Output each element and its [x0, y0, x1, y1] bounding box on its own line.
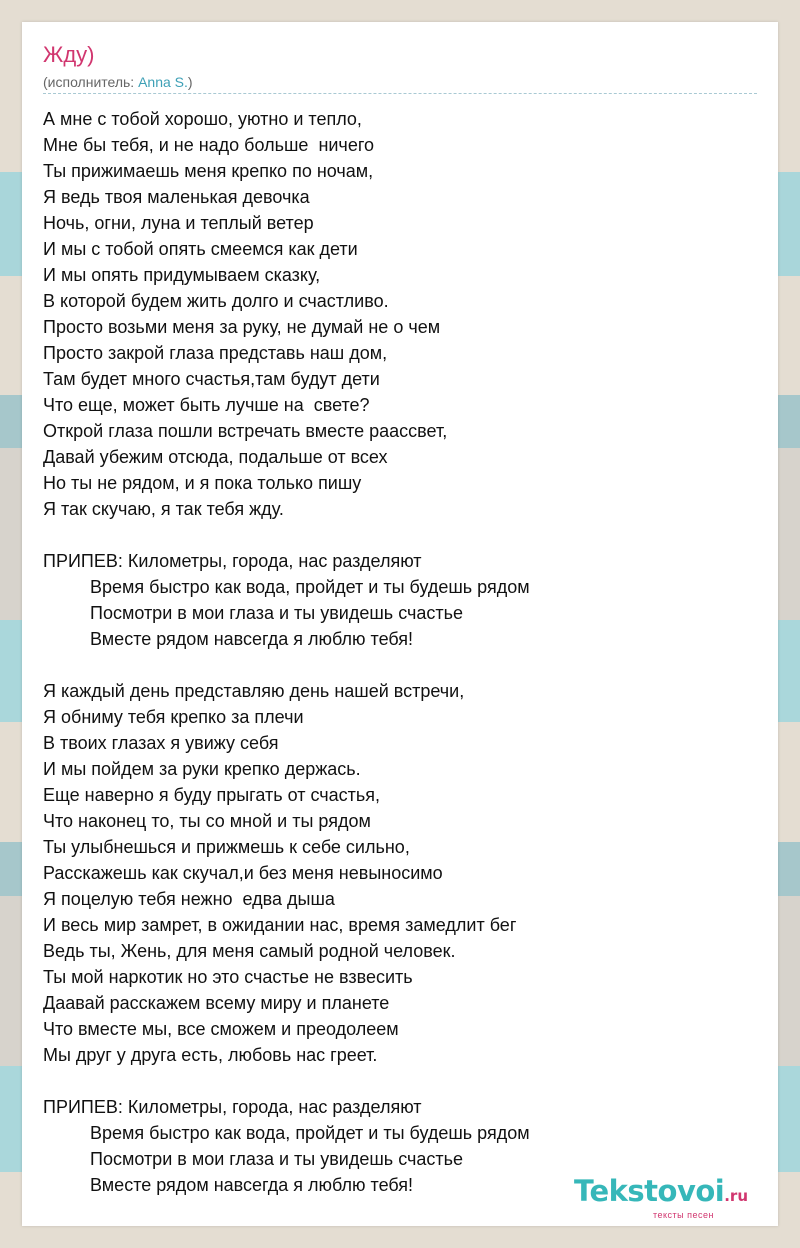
lyric-line: Я поцелую тебя нежно едва дыша: [43, 889, 335, 909]
artist-prefix: (исполнитель:: [43, 74, 139, 90]
lyric-line: Мы друг у друга есть, любовь нас греет.: [43, 1045, 378, 1065]
logo-name: Tekstovoi: [574, 1174, 725, 1208]
lyric-line: Еще наверно я буду прыгать от счастья,: [43, 785, 380, 805]
lyric-line: И мы пойдем за руки крепко держась.: [43, 759, 361, 779]
lyric-line: И мы опять придумываем сказку,: [43, 265, 321, 285]
lyric-line: В которой будем жить долго и счастливо.: [43, 291, 389, 311]
logo-tld: .ru: [724, 1187, 748, 1205]
lyric-line: ПРИПЕВ: Километры, города, нас разделяют: [43, 1097, 422, 1117]
lyric-blank-line: [43, 1068, 757, 1094]
lyric-line: Ты улыбнешься и прижмешь к себе сильно,: [43, 837, 410, 857]
divider: [43, 93, 757, 94]
lyric-line: Расскажешь как скучал,и без меня невыносимо: [43, 863, 443, 883]
lyric-line: Просто закрой глаза представь наш дом,: [43, 343, 388, 363]
lyric-line: Там будет много счастья,там будут дети: [43, 369, 380, 389]
lyric-line: Я ведь твоя маленькая девочка: [43, 187, 310, 207]
lyric-line: Посмотри в мои глаза и ты увидешь счастье: [90, 1149, 464, 1169]
lyric-line: В твоих глазах я увижу себя: [43, 733, 279, 753]
lyric-line: Время быстро как вода, пройдет и ты будешь рядом: [90, 577, 530, 597]
lyric-line: Я обниму тебя крепко за плечи: [43, 707, 304, 727]
lyric-line: ПРИПЕВ: Километры, города, нас разделяют: [43, 551, 422, 571]
lyric-line: Вместе рядом навсегда я люблю тебя!: [90, 1175, 414, 1195]
lyric-line: Давай убежим отсюда, подальше от всех: [43, 447, 388, 467]
lyric-line: Я каждый день представляю день нашей встречи,: [43, 681, 465, 701]
song-title: Жду): [43, 42, 95, 67]
lyric-line: Что наконец то, ты со мной и ты рядом: [43, 811, 371, 831]
lyric-line: Открой глаза пошли встречать вместе раассвет,: [43, 421, 448, 441]
lyric-line: И весь мир замрет, в ожидании нас, время замедлит бег: [43, 915, 517, 935]
artist-suffix: ): [187, 74, 193, 90]
lyric-line: Вместе рядом навсегда я люблю тебя!: [90, 629, 414, 649]
lyric-line: А мне с тобой хорошо, уютно и тепло,: [43, 109, 362, 129]
lyrics-card: [22, 22, 778, 1226]
lyric-line: И мы с тобой опять смеемся как дети: [43, 239, 358, 259]
lyric-line: Время быстро как вода, пройдет и ты будешь рядом: [90, 1123, 530, 1143]
artist-line: [43, 73, 193, 91]
lyric-line: Мне бы тебя, и не надо больше ничего: [43, 135, 375, 155]
lyric-line: Что вместе мы, все сможем и преодолеем: [43, 1019, 399, 1039]
lyric-blank-line: [43, 522, 757, 548]
site-logo[interactable]: [574, 1174, 748, 1220]
lyric-blank-line: [43, 652, 757, 678]
lyric-line: Что еще, может быть лучше на свете?: [43, 395, 370, 415]
lyric-line: Но ты не рядом, и я пока только пишу: [43, 473, 362, 493]
lyric-line: Просто возьми меня за руку, не думай не о чем: [43, 317, 441, 337]
lyrics-text: [43, 106, 757, 1198]
lyric-line: Даавай расскажем всему миру и планете: [43, 993, 390, 1013]
logo-tagline: тексты песен: [652, 1210, 714, 1220]
lyric-line: Ты мой наркотик но это счастье не взвесить: [43, 967, 413, 987]
lyric-line: Я так скучаю, я так тебя жду.: [43, 499, 284, 519]
lyric-line: Ночь, огни, луна и теплый ветер: [43, 213, 314, 233]
lyric-line: Ведь ты, Жень, для меня самый родной человек.: [43, 941, 456, 961]
lyric-line: Ты прижимаешь меня крепко по ночам,: [43, 161, 374, 181]
artist-link[interactable]: Anna S.: [138, 74, 188, 90]
lyric-line: Посмотри в мои глаза и ты увидешь счастье: [90, 603, 464, 623]
